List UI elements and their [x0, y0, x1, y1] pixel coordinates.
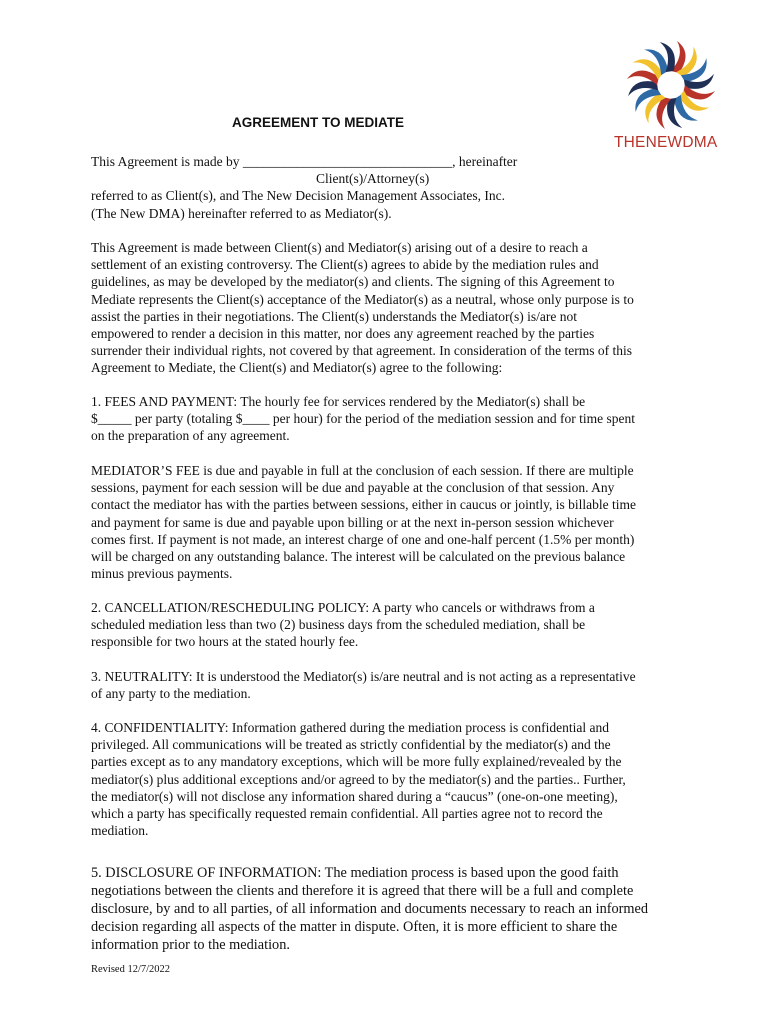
- paragraph-line: empowered to render a decision in this matter, nor does any agreement reached by the parties: [91, 326, 595, 342]
- pinwheel-logo-icon: [626, 40, 716, 130]
- paragraph-line: $_____ per party (totaling $____ per hour) for the period of the mediation session and for time spent: [91, 411, 635, 427]
- paragraph-line: 5. DISCLOSURE OF INFORMATION: The mediation process is based upon the good faith: [91, 865, 619, 881]
- paragraph-line: 1. FEES AND PAYMENT: The hourly fee for services rendered by the Mediator(s) shall be: [91, 394, 586, 409]
- paragraph-line: sessions, payment for each session will be due and payable at the conclusion of that session. Any: [91, 480, 615, 496]
- paragraph-line: responsible for two hours at the stated hourly fee.: [91, 634, 359, 650]
- paragraph-line: MEDIATOR’S FEE is due and payable in full at the conclusion of each session. If there are multiple: [91, 463, 634, 478]
- paragraph-line: 2. CANCELLATION/RESCHEDULING POLICY: A party who cancels or withdraws from a: [91, 600, 595, 615]
- paragraph-line: of any party to the mediation.: [91, 686, 251, 702]
- main-paragraph: [91, 239, 691, 377]
- confidentiality-paragraph: [91, 719, 691, 839]
- paragraph-line: guidelines, as may be developed by the mediator(s) and clients. The signing of this Agreement to: [91, 274, 615, 290]
- paragraph-line: and payment for same is due and payable upon billing or at the next in-person session whichever: [91, 514, 614, 530]
- paragraph-line: mediator(s) plus additional exceptions and/or agreed to by the mediator(s) and the parties.. Further,: [91, 771, 626, 787]
- paragraph-line: disclosure, by and to all parties, of all information and documents necessary to reach an informed: [91, 901, 649, 917]
- cancellation-paragraph: [91, 599, 691, 651]
- paragraph-line: the mediator(s) will not disclose any information shared during a “caucus” (one-on-one meeting),: [91, 788, 618, 804]
- intro-line: (The New DMA) hereinafter referred to as Mediator(s).: [91, 205, 392, 221]
- mediator-fee-paragraph: [91, 462, 691, 582]
- paragraph-line: mediation.: [91, 823, 149, 839]
- revision-footer: Revised 12/7/2022: [91, 964, 171, 975]
- document-title: AGREEMENT TO MEDIATE: [232, 115, 405, 130]
- paragraph-line: scheduled mediation less than two (2) business days from the scheduled mediation, shall be: [91, 617, 586, 633]
- paragraph-line: information prior to the mediation.: [91, 937, 290, 953]
- company-logo: [612, 40, 732, 152]
- paragraph-line: on the preparation of any agreement.: [91, 428, 290, 444]
- intro-line: referred to as Client(s), and The New Decision Management Associates, Inc.: [91, 188, 505, 204]
- paragraph-line: Mediate represents the Client(s) acceptance of the Mediator(s) as a neutral, whose only purpose is to: [91, 291, 634, 307]
- brand-name: THENEWDMA: [614, 134, 718, 151]
- paragraph-line: contact the mediator has with the parties between sessions, either in caucus or jointly, is billable time: [91, 497, 636, 513]
- intro-block: [91, 153, 691, 222]
- paragraph-line: minus previous payments.: [91, 566, 233, 582]
- paragraph-line: settlement of an existing controversy. The Client(s) agrees to abide by the mediation rules and: [91, 257, 599, 273]
- intro-line: This Agreement is made by _______________________________, hereinafter: [91, 154, 518, 169]
- paragraph-line: which a party has specifically requested remain confidential. All parties agree not to record the: [91, 806, 603, 822]
- paragraph-line: will be charged on any outstanding balance. The interest will be calculated on the previous balance: [91, 549, 626, 565]
- paragraph-line: comes first. If payment is not made, an interest charge of one and one-half percent (1.5% per month): [91, 531, 635, 547]
- paragraph-line: negotiations between the clients and therefore it is agreed that there will be a full and complete: [91, 883, 634, 899]
- client-attorney-label: Client(s)/Attorney(s): [316, 171, 430, 187]
- paragraph-line: decision regarding all aspects of the matter in dispute. Often, it is more efficient to share the: [91, 919, 618, 935]
- paragraph-line: privileged. All communications will be treated as strictly confidential by the mediator(s) and the: [91, 737, 611, 753]
- fees-paragraph: [91, 393, 691, 445]
- neutrality-paragraph: [91, 668, 691, 702]
- paragraph-line: parties except as to any mandatory exceptions, which will be more fully explained/revealed by the: [91, 754, 622, 770]
- paragraph-line: Agreement to Mediate, the Client(s) and Mediator(s) agree to the following:: [91, 360, 503, 376]
- paragraph-line: 3. NEUTRALITY: It is understood the Mediator(s) is/are neutral and is not acting as a representative: [91, 669, 636, 684]
- paragraph-line: This Agreement is made between Client(s) and Mediator(s) arising out of a desire to reach a: [91, 240, 588, 255]
- paragraph-line: assist the parties in their negotiations. The Client(s) understands the Mediator(s) is/are not: [91, 308, 578, 324]
- paragraph-line: 4. CONFIDENTIALITY: Information gathered during the mediation process is confidential and: [91, 720, 610, 735]
- disclosure-paragraph: [91, 864, 691, 954]
- paragraph-line: surrender their individual rights, not covered by that agreement. In consideration of the terms of this: [91, 343, 632, 359]
